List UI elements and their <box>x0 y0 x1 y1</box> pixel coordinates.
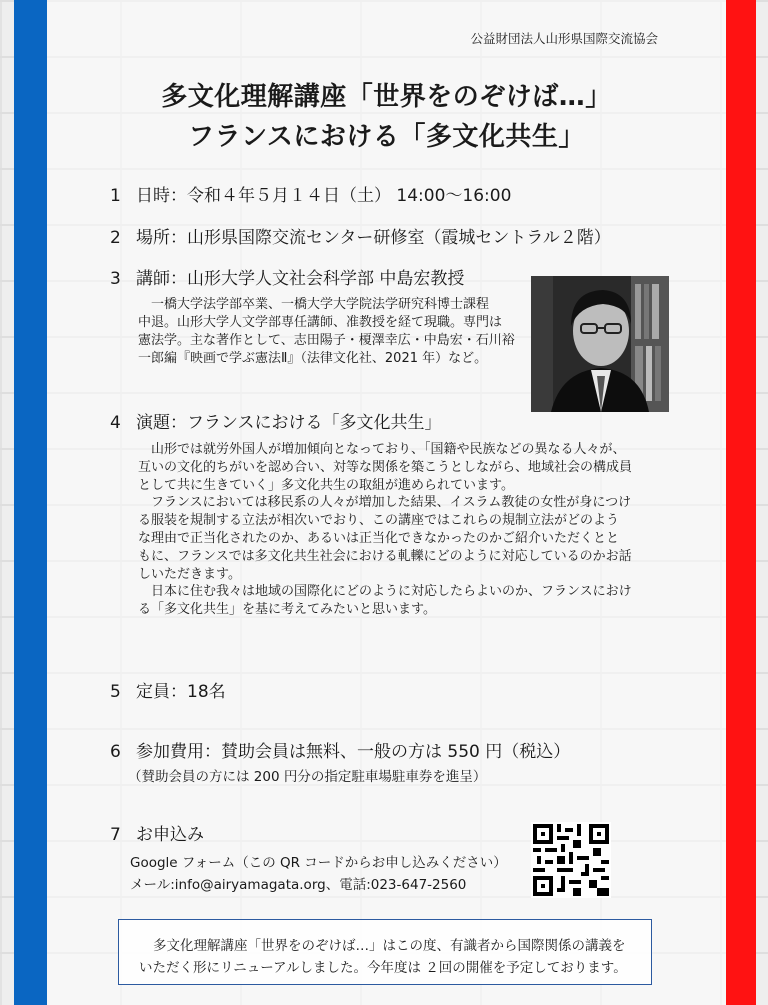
topic-line: 互いの文化的ちがいを認め合い、対等な関係を築こうとしながら、地域社会の構成員 <box>138 459 633 475</box>
qr-code-icon[interactable] <box>531 822 611 898</box>
item-text: 場所：山形県国際交流センター研修室（霞城セントラル２階） <box>136 228 611 248</box>
item-text: お申込み <box>136 825 204 845</box>
page-title: 多文化理解講座「世界をのぞけば…」 <box>161 82 612 112</box>
topic-line: もに、フランスでは多文化共生社会における軋轢にどのように対応しているのかお話 <box>138 548 632 564</box>
item-text: 参加費用：賛助会員は無料、一般の方は 550 円（税込） <box>136 742 571 762</box>
blue-stripe <box>14 0 47 1005</box>
contact-info[interactable]: メール:info@airyamagata.org、電話:023-647-2560 <box>130 877 467 893</box>
topic-line: しいただきます。 <box>138 566 241 582</box>
google-form-link[interactable]: Google フォーム（この QR コードからお申し込みください） <box>130 855 507 871</box>
item-apply <box>110 820 204 845</box>
item-number: 6 <box>110 742 121 762</box>
item-text: 定員：18名 <box>136 682 226 702</box>
renewal-notice <box>118 919 652 985</box>
item-number: 2 <box>110 228 121 248</box>
topic-description <box>138 441 632 619</box>
item-text: 演題：フランスにおける「多文化共生」 <box>136 413 442 433</box>
red-stripe <box>726 0 756 1005</box>
notice-line: いただく形にリニューアルしました。今年度は ２回の開催を予定しております。 <box>139 960 627 976</box>
topic-line: 山形では就労外国人が増加傾向となっており、「国籍や民族などの異なる人々が、 <box>138 442 626 457</box>
topic-line: として共に生きていく」多文化共生の取組が進められています。 <box>138 477 514 493</box>
item-lecturer <box>110 264 464 289</box>
topic-line: る「多文化共生」を基に考えてみたいと思います。 <box>138 602 436 618</box>
item-number: 1 <box>110 186 121 206</box>
fee-note: （賛助会員の方には 200 円分の指定駐車場駐車券を進呈） <box>128 769 487 785</box>
bio-line: 一橋大学法学部卒業、一橋大学大学院法学研究科博士課程 <box>138 297 490 312</box>
topic-line: 日本に住む我々は地域の国際化にどのように対応したらよいのか、フランスにおけ <box>138 584 632 600</box>
portrait-icon <box>531 276 669 412</box>
topic-line: る服装を規制する立法が相次いでおり、この講座ではこれらの規制立法がどのよう <box>138 513 620 529</box>
qr-pattern <box>533 824 609 896</box>
topic-line: フランスにおいては移民系の人々が増加した結果、イスラム教徒の女性が身につけ <box>138 495 632 511</box>
item-text: 日時：令和４年５月１４日（土） 14:00～16:00 <box>136 186 512 206</box>
notice-line: 多文化理解講座「世界をのぞけば…」はこの度、有識者から国際関係の講義を <box>153 938 626 954</box>
lecturer-bio <box>138 296 515 368</box>
lecturer-photo <box>531 276 669 412</box>
item-number: 4 <box>110 413 121 433</box>
item-topic <box>110 408 442 433</box>
item-number: 5 <box>110 682 121 702</box>
topic-line: な理由で正当化されたのか、あるいは正当化できなかったのかご紹介いただくとと <box>138 530 620 546</box>
bio-line: 中退。山形大学人文学部専任講師、准教授を経て現職。専門は <box>138 315 503 330</box>
item-number: 7 <box>110 825 121 845</box>
item-place <box>110 223 611 248</box>
organization-name: 公益財団法人山形県国際交流協会 <box>470 31 658 46</box>
item-fee <box>110 737 570 762</box>
item-date <box>110 181 511 206</box>
item-text: 講師：山形大学人文社会科学部 中島宏教授 <box>136 269 465 289</box>
item-number: 3 <box>110 269 121 289</box>
bio-line: 憲法学。主な著作として、志田陽子・榎澤幸広・中島宏・石川裕 <box>138 333 515 348</box>
apply-info <box>130 852 507 896</box>
page-subtitle: フランスにおける「多文化共生」 <box>188 122 585 152</box>
item-capacity <box>110 677 226 702</box>
bio-line: 一郎編『映画で学ぶ憲法Ⅱ』（法律文化社、2021 年）など。 <box>138 351 488 366</box>
